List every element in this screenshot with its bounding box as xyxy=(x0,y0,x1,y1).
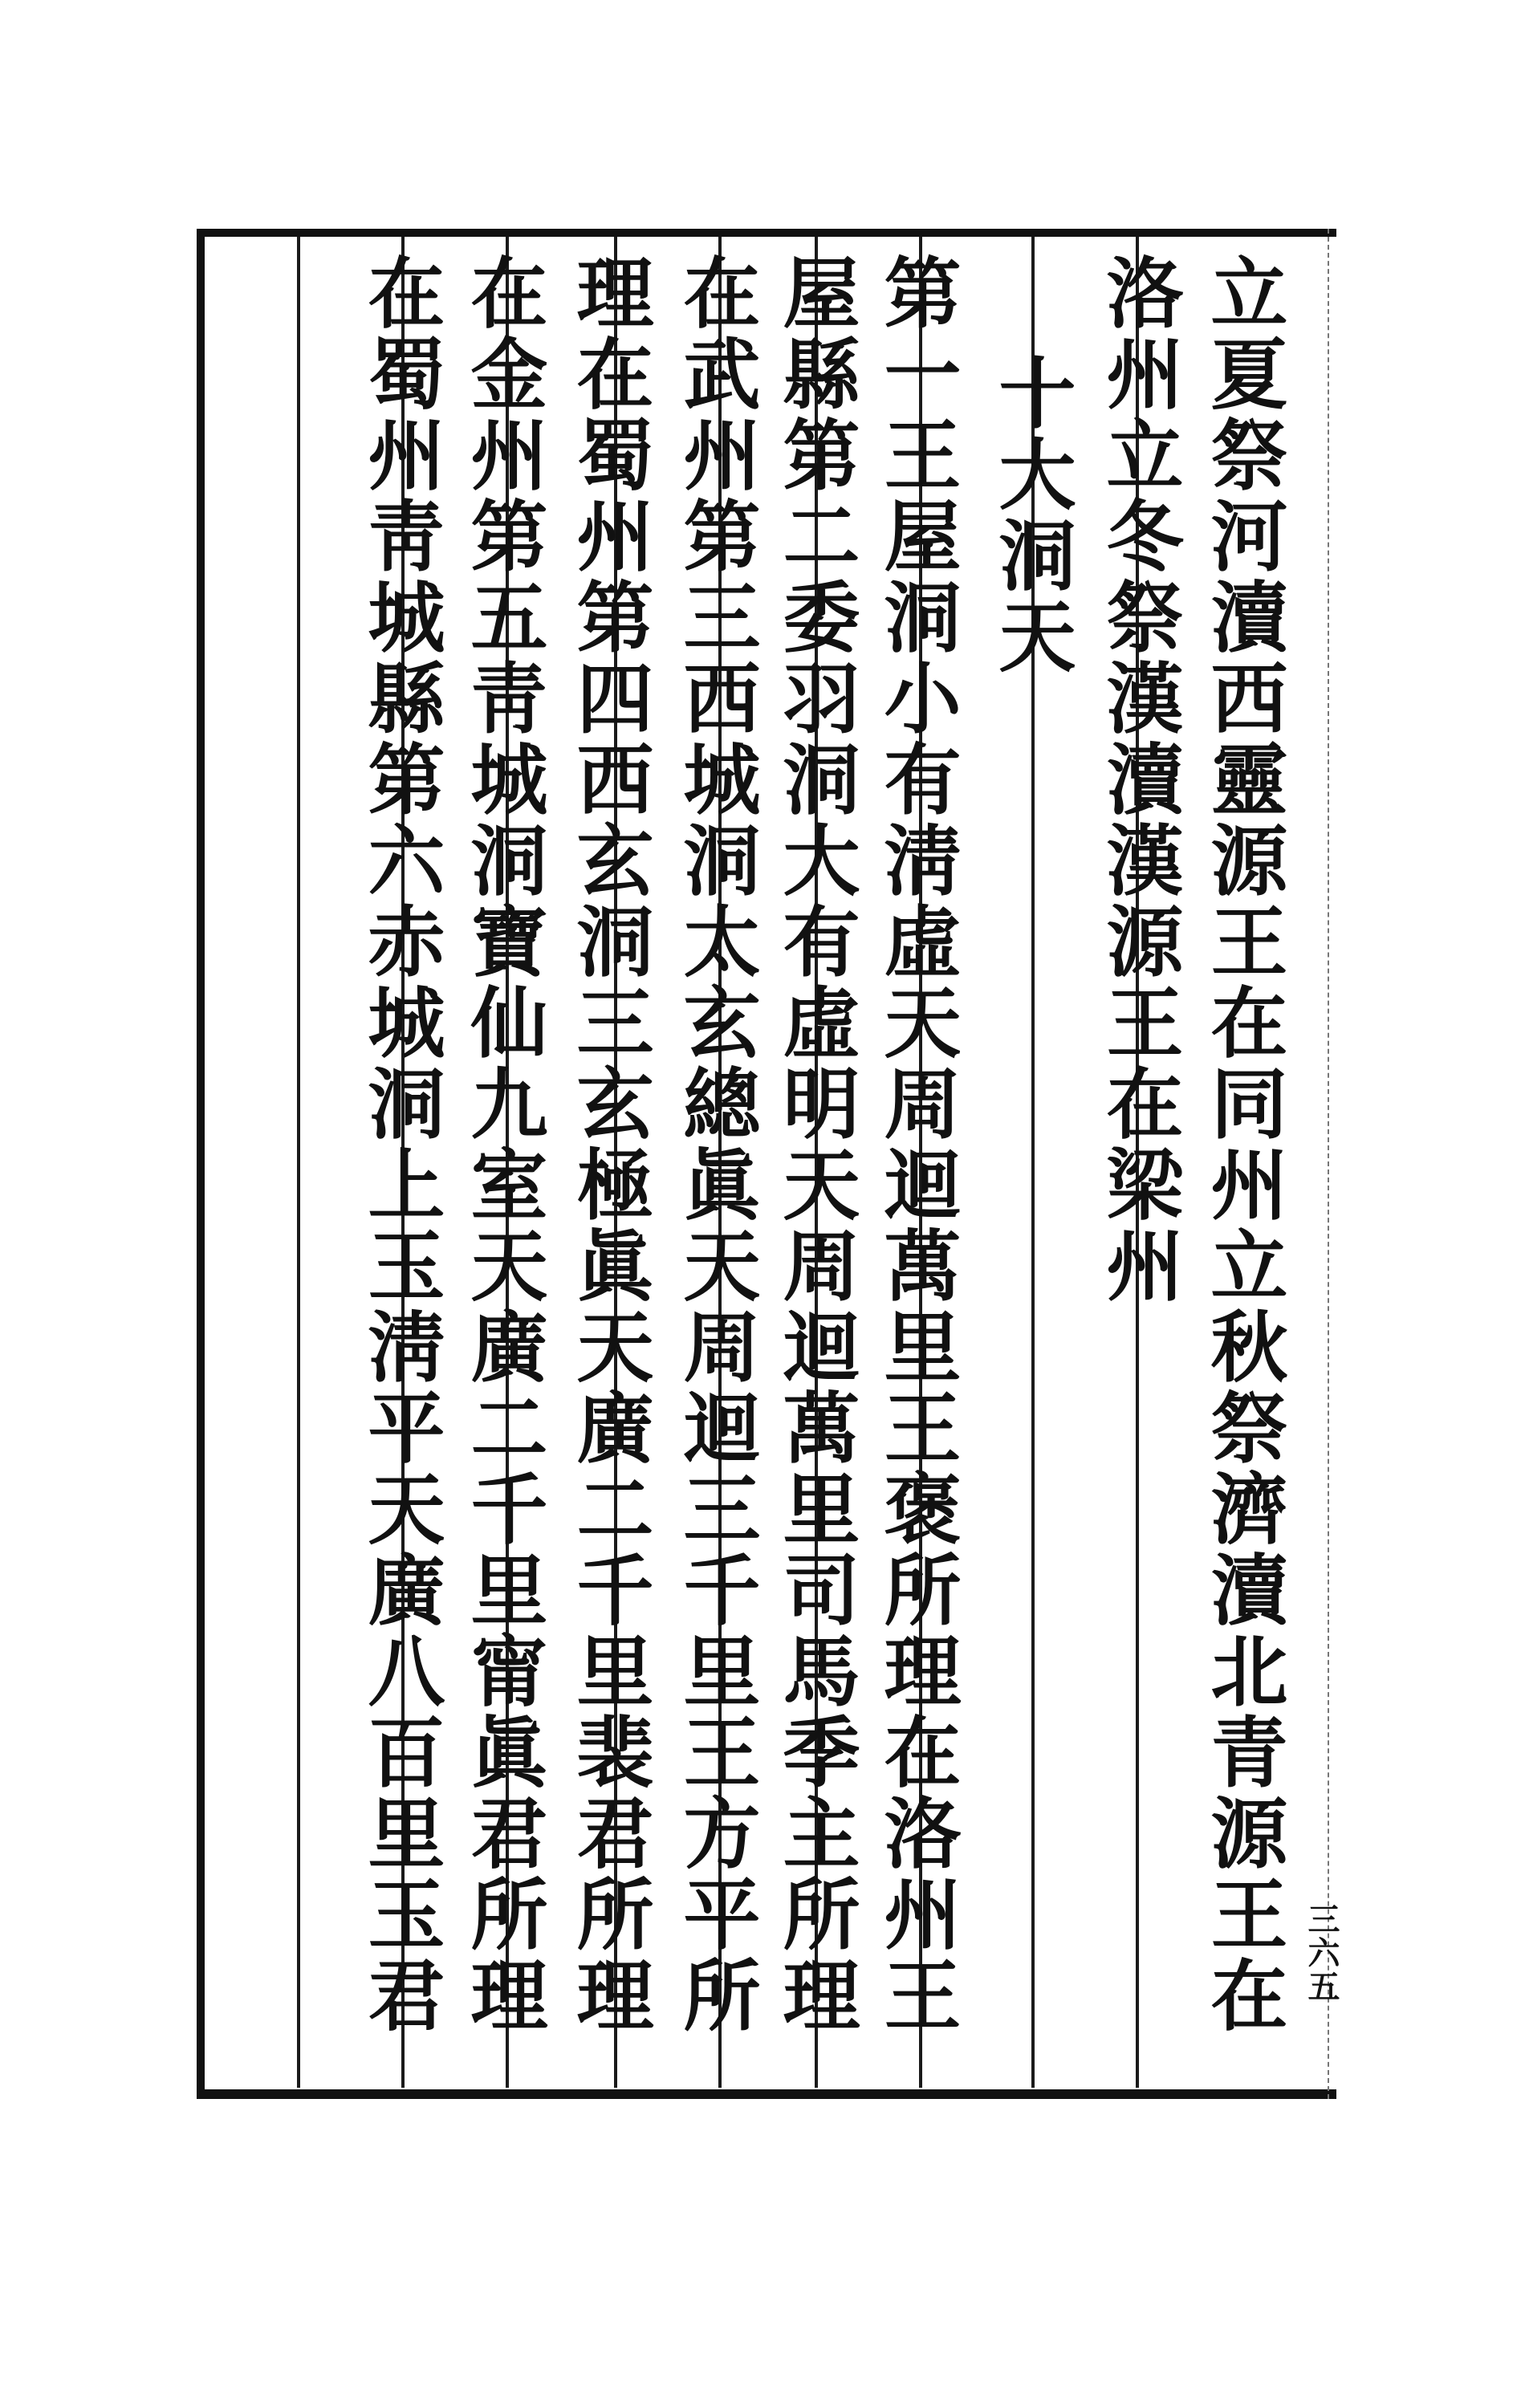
column-rule xyxy=(297,237,300,2088)
text-column-6: 在武州第三西城洞太玄總眞天周迴三千里王方平所 xyxy=(671,253,762,2036)
text-column-8: 在金州第五靑城洞寶仙九室天廣二千里甯眞君所理 xyxy=(458,253,549,2036)
text-column-1: 立夏祭河瀆西靈源王在同州立秋祭濟瀆北青源王在 xyxy=(1198,253,1289,2036)
text-column-5: 屋縣第二委羽洞大有虛明天周迴萬里司馬季主所理 xyxy=(771,253,861,2036)
text-column-7: 理在蜀州第四西玄洞三玄極眞天廣二千里裴君所理 xyxy=(564,253,655,2036)
outer-right-edge xyxy=(1328,229,1329,2099)
text-column-9: 在蜀州靑城縣第六赤城洞上玉淸平天廣八百里玉君 xyxy=(356,253,446,2036)
section-heading: 十大洞天 xyxy=(986,353,1077,677)
text-column-2: 洛州立冬祭漢瀆漢源王在梁州 xyxy=(1094,253,1185,1307)
text-column-4: 第一王屋洞小有淸虛天周迴萬里王褒所理在洛州王 xyxy=(872,253,962,2036)
folio-number: 三六五 xyxy=(1303,1902,1340,2003)
